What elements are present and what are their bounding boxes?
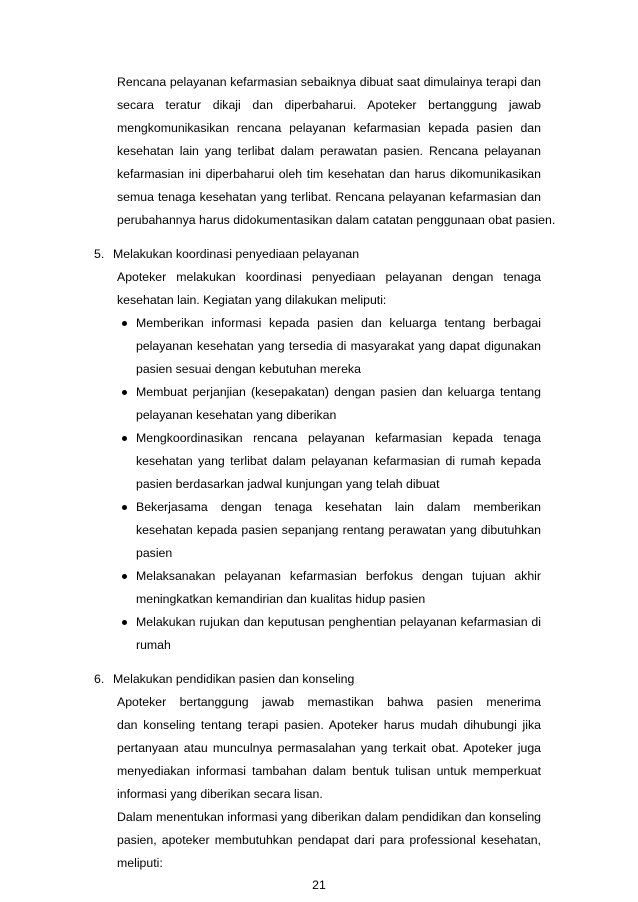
section6-para-line: pasien, apoteker membutuhkan pendapat dari para professional kesehatan, bbox=[117, 833, 541, 847]
section5-intro-line: Apoteker melakukan koordinasi penyediaan pelayanan dengan tenaga bbox=[117, 270, 541, 284]
bullet-icon bbox=[122, 390, 127, 395]
intro-line: kefarmasian ini diperbaharui oleh tim kesehatan dan harus dikomunikasikan bbox=[117, 167, 541, 181]
intro-line: perubahannya harus didokumentasikan dalam catatan penggunaan obat pasien. bbox=[117, 213, 556, 227]
bullet-line: Melaksanakan pelayanan kefarmasian berfokus dengan tujuan akhir bbox=[136, 569, 541, 583]
intro-line: semua tenaga kesehatan yang terlibat. Rencana pelayanan kefarmasian dan bbox=[117, 190, 541, 204]
section6-heading: Melakukan pendidikan pasien dan konseling bbox=[113, 672, 355, 686]
section6-para-line: Dalam menentukan informasi yang diberikan dalam pendidikan dan konseling bbox=[117, 810, 541, 824]
bullet-line: pelayanan kesehatan yang tersedia di masyarakat yang dapat digunakan bbox=[136, 339, 541, 353]
bullet-line: kesehatan yang terlibat dalam pelayanan kefarmasian di rumah kepada bbox=[136, 454, 541, 468]
bullet-icon bbox=[122, 620, 127, 625]
bullet-line: pasien sesuai dengan kebutuhan mereka bbox=[136, 362, 361, 376]
section6-para-line: pertanyaan atau munculnya permasalahan yang terkait obat. Apoteker juga bbox=[117, 741, 541, 755]
bullet-line: kesehatan kepada pasien sepanjang rentang perawatan yang dibutuhkan bbox=[136, 523, 541, 537]
bullet-line: meningkatkan kemandirian dan kualitas hidup pasien bbox=[136, 592, 426, 606]
section6-para-line: Apoteker bertanggung jawab memastikan bahwa pasien menerima bbox=[117, 695, 541, 709]
bullet-line: Melakukan rujukan dan keputusan penghentian pelayanan kefarmasian di bbox=[136, 615, 541, 629]
section6-number: 6. bbox=[94, 672, 105, 686]
bullet-line: pasien berdasarkan jadwal kunjungan yang telah dibuat bbox=[136, 477, 440, 491]
section6-para-line: menyediakan informasi tambahan dalam bentuk tulisan untuk memperkuat bbox=[117, 764, 541, 778]
bullet-line: Membuat perjanjian (kesepakatan) dengan pasien dan keluarga tentang bbox=[136, 385, 541, 399]
bullet-icon bbox=[122, 574, 127, 579]
bullet-icon bbox=[122, 321, 127, 326]
section5-intro-line: kesehatan lain. Kegiatan yang dilakukan meliputi: bbox=[117, 293, 387, 307]
section6-para-line: informasi yang diberikan secara lisan. bbox=[117, 787, 323, 801]
intro-line: Rencana pelayanan kefarmasian sebaiknya dibuat saat dimulainya terapi dan bbox=[117, 75, 541, 89]
section6-para-line: meliputi: bbox=[117, 856, 163, 870]
bullet-line: Memberikan informasi kepada pasien dan keluarga tentang berbagai bbox=[136, 316, 541, 330]
section5-number: 5. bbox=[94, 247, 105, 261]
bullet-line: pasien bbox=[136, 546, 173, 560]
section5-heading: Melakukan koordinasi penyediaan pelayanan bbox=[113, 247, 360, 261]
page-number: 21 bbox=[312, 878, 326, 892]
bullet-line: Mengkoordinasikan rencana pelayanan kefarmasian kepada tenaga bbox=[136, 431, 541, 445]
bullet-line: rumah bbox=[136, 638, 171, 652]
intro-line: secara teratur dikaji dan diperbaharui. Apoteker bertanggung jawab bbox=[117, 98, 541, 112]
intro-line: mengkomunikasikan rencana pelayanan kefarmasian kepada pasien dan bbox=[117, 121, 541, 135]
bullet-icon bbox=[122, 505, 127, 510]
section6-para-line: dan konseling tentang terapi pasien. Apoteker harus mudah dihubungi jika bbox=[117, 718, 541, 732]
bullet-line: pelayanan kesehatan yang diberikan bbox=[136, 408, 337, 422]
intro-line: kesehatan lain yang terlibat dalam perawatan pasien. Rencana pelayanan bbox=[117, 144, 541, 158]
bullet-icon bbox=[122, 436, 127, 441]
bullet-line: Bekerjasama dengan tenaga kesehatan lain dalam memberikan bbox=[136, 500, 541, 514]
